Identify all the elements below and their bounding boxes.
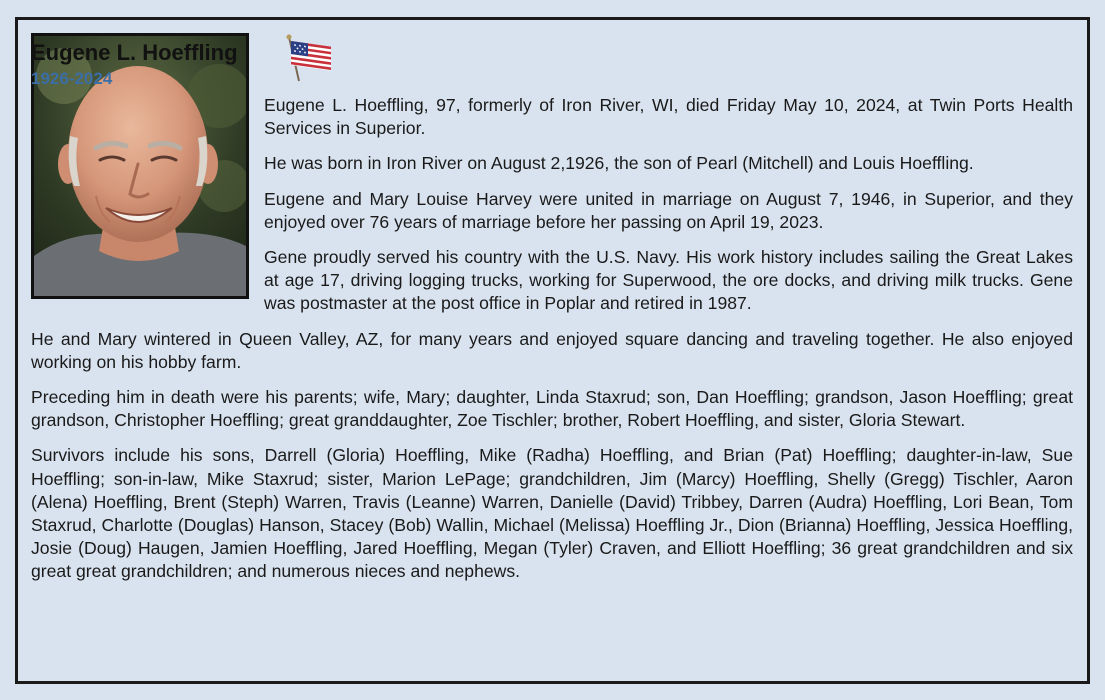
obituary-paragraph: Eugene and Mary Louise Harvey were united in marriage on August 7, 1946, in Superior, and they enjoyed over 76 years of marriage before her passing on April 19, 2023. bbox=[264, 188, 1073, 232]
us-flag-icon bbox=[283, 33, 339, 83]
obituary-header bbox=[31, 33, 1073, 91]
obituary-paragraph: He and Mary wintered in Queen Valley, AZ, for many years and enjoyed square dancing and traveling together. He also enjoyed working on his hobby farm. bbox=[31, 328, 1073, 372]
life-years: 1926-2024 bbox=[31, 69, 113, 88]
obituary-paragraph: Preceding him in death were his parents; wife, Mary; daughter, Linda Staxrud; son, Dan Hoeffling; grandson, Jason Hoeffling; great grandson, Christopher Hoeffling; great granddaughter, Zoe Tischler; brother, Robert Hoeffling, and sister, Gloria Stewart. bbox=[31, 387, 1073, 431]
obituary-paragraph: Gene proudly served his country with the U.S. Navy. His work history includes sailing the Great Lakes at age 17, driving logging trucks, working for Superwood, the ore docks, and driving milk trucks. Gene was postmaster at the post office in Poplar and retired in 1987. bbox=[264, 247, 1073, 314]
obituary-paragraph: Eugene L. Hoeffling, 97, formerly of Iron River, WI, died Friday May 10, 2024, at Twin Ports Health Services in Superior. bbox=[264, 95, 1073, 139]
obituary-paragraph: He was born in Iron River on August 2,1926, the son of Pearl (Mitchell) and Louis Hoeffling. bbox=[264, 153, 974, 174]
deceased-name: Eugene L. Hoeffling bbox=[31, 40, 238, 65]
obituary-paragraph: Survivors include his sons, Darrell (Gloria) Hoeffling, Mike (Radha) Hoeffling, and Brian (Pat) Hoeffling; daughter-in-law, Sue Hoeffling; son-in-law, Mike Staxrud; sister, Marion LePage; grandchildren, Jim (Marcy) Hoeffling, Shelly (Gregg) Tischler, Aaron (Alena) Hoeffling, Brent (Steph) Warren, Travis (Leanne) Warren, Danielle (David) Tribbey, Darren (Audra) Hoeffling, Lori Bean, Tom Staxrud, Charlotte (Douglas) Hanson, Stacey (Bob) Wallin, Michael (Melissa) Hoeffling Jr., Dion (Brianna) Hoeffling, Jessica Hoeffling, Josie (Doug) Haugen, Jamien Hoeffling, Jared Hoeffling, Megan (Tyler) Craven, and Elliott Hoeffling; 36 great grandchildren and six great great grandchildren; and numerous nieces and nephews. bbox=[31, 445, 1073, 582]
obituary-card bbox=[15, 17, 1090, 684]
